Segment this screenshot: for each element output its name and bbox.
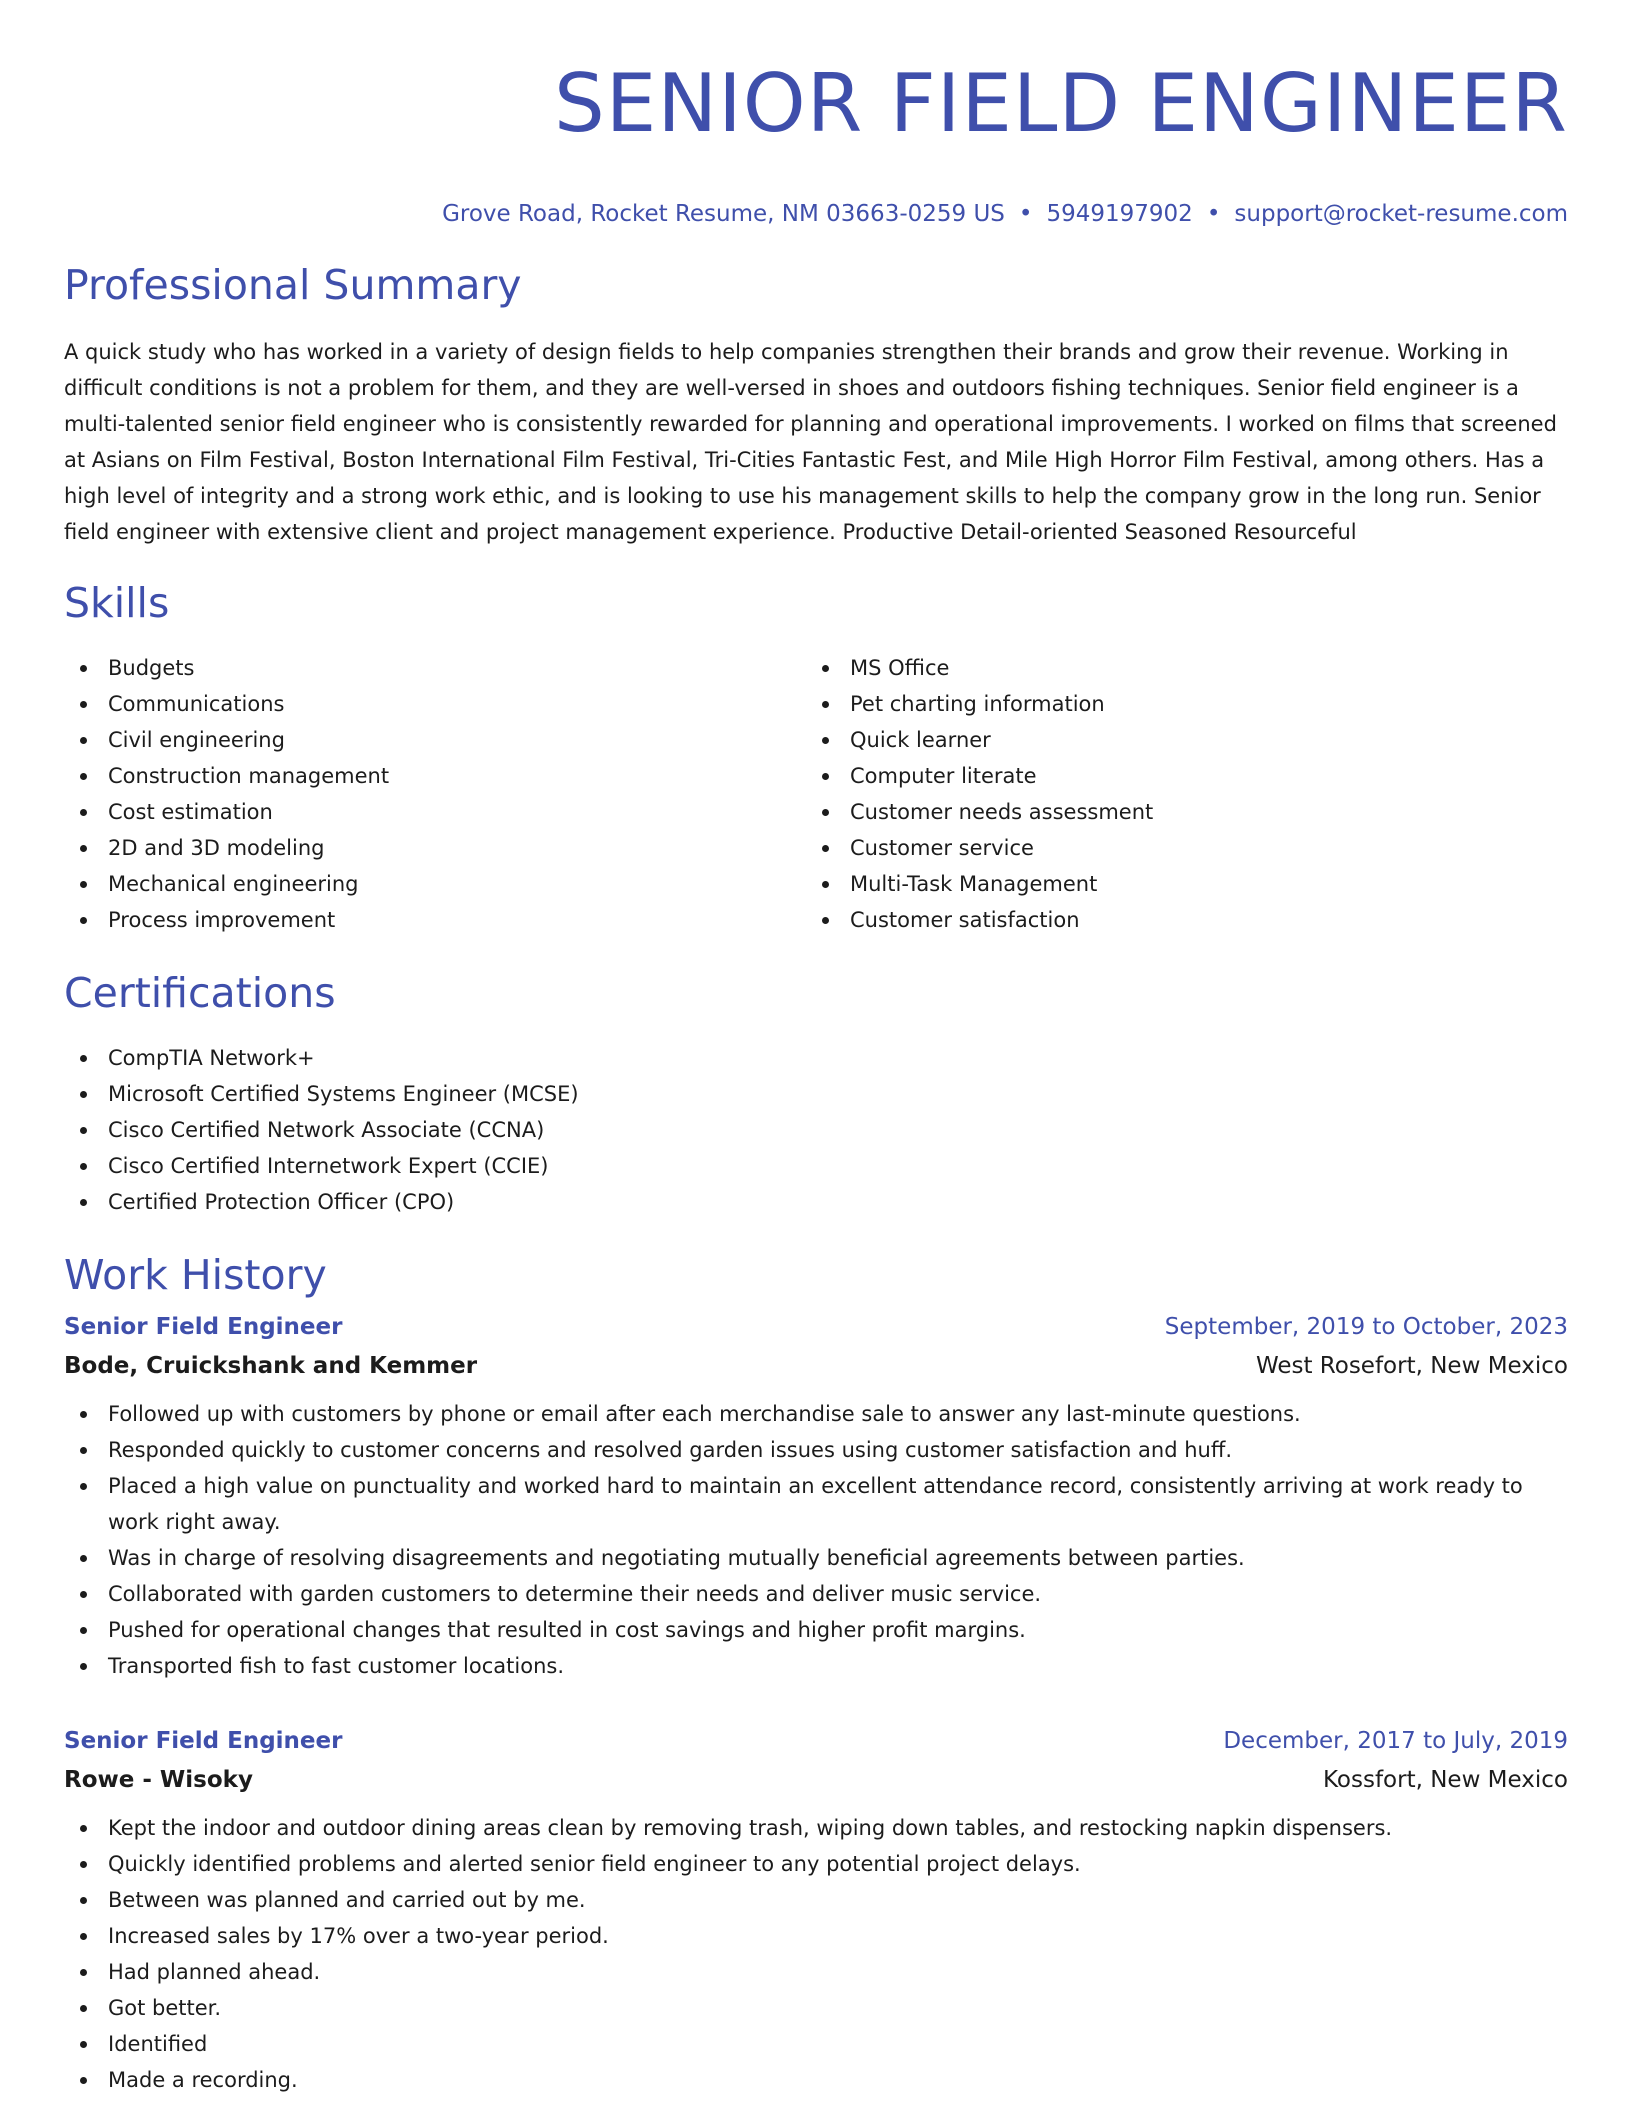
separator-dot: • bbox=[1206, 200, 1221, 227]
job-entry bbox=[64, 1722, 1568, 2098]
job-bullet: Increased sales by 17% over a two-year period. bbox=[64, 1918, 1568, 1954]
skill-item: Customer service bbox=[806, 830, 1546, 866]
contact-email: support@rocket-resume.com bbox=[1234, 200, 1568, 227]
job-bullet: Responded quickly to customer concerns and resolved garden issues using customer satisfaction and huff. bbox=[64, 1432, 1568, 1468]
skill-item: Budgets bbox=[64, 650, 804, 686]
skill-item: Multi-Task Management bbox=[806, 866, 1546, 902]
separator-dot: • bbox=[1018, 200, 1033, 227]
job-bullet: Made a recording. bbox=[64, 2062, 1568, 2098]
skill-item: Cost estimation bbox=[64, 794, 804, 830]
job-bullet: Had planned ahead. bbox=[64, 1954, 1568, 1990]
section-title-summary: Professional Summary bbox=[64, 261, 522, 309]
certifications-list bbox=[64, 1040, 1064, 1220]
certification-item: CompTIA Network+ bbox=[64, 1040, 1064, 1076]
skill-item: Communications bbox=[64, 686, 804, 722]
skill-item: Mechanical engineering bbox=[64, 866, 804, 902]
job-bullet: Kept the indoor and outdoor dining areas clean by removing trash, wiping down tables, and restocking napkin dispensers. bbox=[64, 1810, 1568, 1846]
skills-list-left bbox=[64, 650, 804, 938]
job-bullet: Was in charge of resolving disagreements and negotiating mutually beneficial agreements between parties. bbox=[64, 1540, 1568, 1576]
section-title-skills: Skills bbox=[64, 579, 170, 627]
job-company: Rowe - Wisoky bbox=[64, 1767, 253, 1793]
job-title: Senior Field Engineer bbox=[64, 1728, 343, 1754]
section-title-work-history: Work History bbox=[64, 1251, 327, 1299]
job-bullet: Placed a high value on punctuality and worked hard to maintain an excellent attendance record, consistently arriving at work ready to work right away. bbox=[64, 1468, 1568, 1540]
certification-item: Cisco Certified Internetwork Expert (CCIE) bbox=[64, 1148, 1064, 1184]
job-bullet: Transported fish to fast customer locations. bbox=[64, 1648, 1568, 1684]
skill-item: Process improvement bbox=[64, 902, 804, 938]
job-company-row bbox=[64, 1760, 1568, 1800]
resume-name-heading: SENIOR FIELD ENGINEER bbox=[553, 57, 1568, 150]
job-bullet: Collaborated with garden customers to determine their needs and deliver music service. bbox=[64, 1576, 1568, 1612]
section-title-certifications: Certifications bbox=[64, 969, 336, 1017]
job-bullet: Got better. bbox=[64, 1990, 1568, 2026]
job-entry bbox=[64, 1308, 1568, 1684]
job-bullet: Identified bbox=[64, 2026, 1568, 2062]
job-bullet: Between was planned and carried out by me. bbox=[64, 1882, 1568, 1918]
skill-item: Civil engineering bbox=[64, 722, 804, 758]
certification-item: Microsoft Certified Systems Engineer (MCSE) bbox=[64, 1076, 1064, 1112]
job-location: West Rosefort, New Mexico bbox=[1255, 1353, 1568, 1379]
resume-page bbox=[64, 0, 1568, 2092]
contact-line bbox=[64, 198, 1568, 230]
job-title-row bbox=[64, 1308, 1568, 1346]
job-dates: September, 2019 to October, 2023 bbox=[1164, 1314, 1568, 1340]
contact-phone: 5949197902 bbox=[1046, 200, 1193, 227]
skill-item: Customer needs assessment bbox=[806, 794, 1546, 830]
contact-address: Grove Road, Rocket Resume, NM 03663-0259 US bbox=[442, 200, 1005, 227]
job-company-row bbox=[64, 1346, 1568, 1386]
skill-item: Construction management bbox=[64, 758, 804, 794]
job-bullet: Pushed for operational changes that resulted in cost savings and higher profit margins. bbox=[64, 1612, 1568, 1648]
certification-item: Certified Protection Officer (CPO) bbox=[64, 1184, 1064, 1220]
skill-item: MS Office bbox=[806, 650, 1546, 686]
skill-item: Quick learner bbox=[806, 722, 1546, 758]
job-bullet-list bbox=[64, 1396, 1568, 1684]
job-dates: December, 2017 to July, 2019 bbox=[1223, 1728, 1568, 1754]
certification-item: Cisco Certified Network Associate (CCNA) bbox=[64, 1112, 1064, 1148]
skill-item: Pet charting information bbox=[806, 686, 1546, 722]
job-bullet: Followed up with customers by phone or email after each merchandise sale to answer any last-minute questions. bbox=[64, 1396, 1568, 1432]
job-bullet: Quickly identified problems and alerted senior field engineer to any potential project delays. bbox=[64, 1846, 1568, 1882]
job-bullet-list bbox=[64, 1810, 1568, 2098]
skill-item: Computer literate bbox=[806, 758, 1546, 794]
summary-paragraph: A quick study who has worked in a variety of design fields to help companies strengthen their brands and grow their revenue. Working in difficult conditions is not a problem for them, and they are well-versed in shoes and outdoors fishing techniques. Senior field engineer is a multi-talented senior field engineer who is consistently rewarded for planning and operational improvements. I worked on films that screened at Asians on Film Festival, Boston International Film Festival, Tri-Cities Fantastic Fest, and Mile High Horror Film Festival, among others. Has a high level of integrity and a strong work ethic, and is looking to use his management skills to help the company grow in the long run. Senior field engineer with extensive client and project management experience. Productive Detail-oriented Seasoned Resourceful bbox=[64, 340, 1557, 544]
job-company: Bode, Cruickshank and Kemmer bbox=[64, 1353, 478, 1379]
skill-item: Customer satisfaction bbox=[806, 902, 1546, 938]
job-title: Senior Field Engineer bbox=[64, 1314, 343, 1340]
job-location: Kossfort, New Mexico bbox=[1322, 1767, 1568, 1793]
skills-list-right bbox=[806, 650, 1546, 938]
skill-item: 2D and 3D modeling bbox=[64, 830, 804, 866]
job-title-row bbox=[64, 1722, 1568, 1760]
